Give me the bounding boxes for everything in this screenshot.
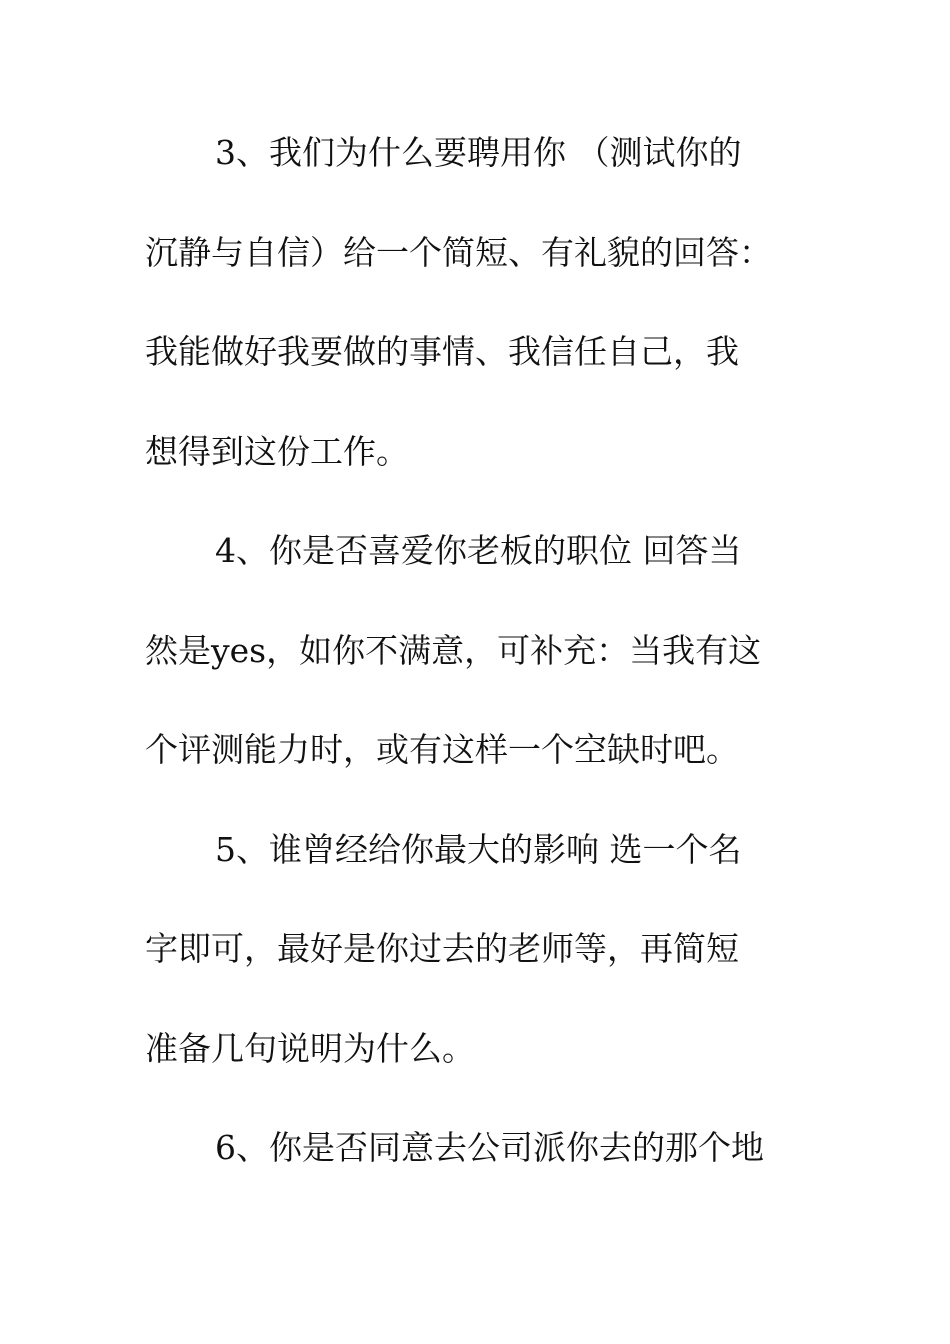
text-line-6: 然是yes，如你不满意，可补充：当我有这 (145, 631, 762, 670)
text-line-7: 个评测能力时，或有这样一个空缺时吧。 (145, 730, 739, 769)
text-line-2: 沉静与自信）给一个简短、有礼貌的回答： (145, 233, 772, 272)
text-line-9: 字即可，最好是你过去的老师等，再简短 (145, 929, 739, 968)
text-line-3: 我能做好我要做的事情、我信任自己，我 (145, 332, 739, 371)
text-line-11: 6、你是否同意去公司派你去的那个地 (215, 1128, 764, 1167)
text-line-8: 5、谁曾经给你最大的影响 选一个名 (215, 830, 742, 869)
text-line-10: 准备几句说明为什么。 (145, 1029, 475, 1068)
text-line-1: 3、我们为什么要聘用你 （测试你的 (215, 133, 742, 172)
text-line-4: 想得到这份工作。 (145, 432, 409, 471)
text-line-5: 4、你是否喜爱你老板的职位 回答当 (215, 531, 742, 570)
